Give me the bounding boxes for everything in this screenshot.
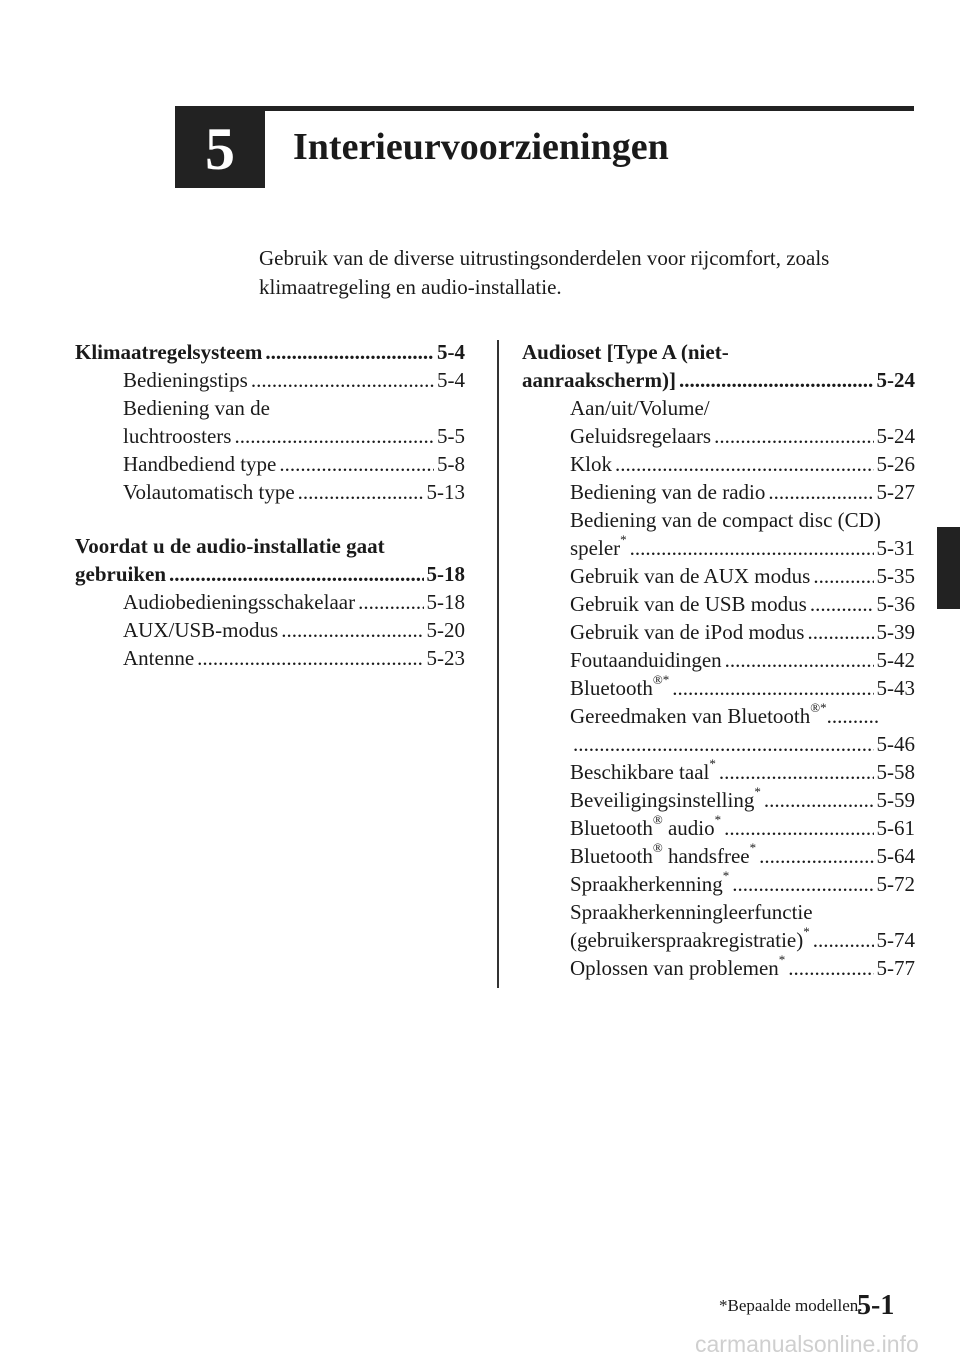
toc-item-text: Bediening van de compact disc (CD) <box>570 508 881 532</box>
toc-item-page: 5-36 <box>876 592 915 616</box>
toc-item-text: Spraakherkenningleerfunctie <box>570 900 813 924</box>
watermark: carmanualsonline.info <box>695 1331 919 1357</box>
toc-item <box>570 814 915 842</box>
toc-item-line <box>570 394 915 422</box>
toc-item-page: 5-35 <box>876 564 915 588</box>
toc-item-page: 5-4 <box>437 368 465 392</box>
toc-leader <box>672 674 873 702</box>
toc-item-superscript: * <box>722 868 730 883</box>
toc-item <box>123 450 465 478</box>
toc-item-label <box>570 926 810 954</box>
toc-item-label <box>570 562 810 590</box>
toc-item-text: Gebruik van de AUX modus <box>570 564 811 588</box>
toc-leader <box>234 422 434 450</box>
chapter-number: 5 <box>205 115 235 182</box>
toc-leader <box>358 588 423 616</box>
toc-item-label <box>570 646 722 674</box>
toc-item-label <box>123 478 295 506</box>
toc-leader <box>813 926 874 954</box>
toc-item-text: Oplossen van problemen <box>570 956 779 980</box>
toc-item-text: Handbediend type <box>123 452 277 476</box>
toc-item-text: audio <box>662 816 715 840</box>
toc-item-page: 5-59 <box>876 788 915 812</box>
toc-section-page: 5-4 <box>437 340 465 364</box>
chapter-number-box <box>175 110 265 188</box>
toc-item-page: 5-8 <box>437 452 465 476</box>
toc-item-superscript: ® <box>652 812 663 827</box>
toc-leader <box>768 478 873 506</box>
toc-leader <box>724 814 873 842</box>
toc-item <box>570 954 915 982</box>
toc-leader <box>719 758 874 786</box>
toc-item-text: Gebruik van de USB modus <box>570 592 807 616</box>
toc-item <box>570 870 915 898</box>
toc-leader <box>764 786 874 814</box>
toc-item <box>570 590 915 618</box>
toc-item-page: 5-77 <box>876 956 915 980</box>
toc-item-page: 5-64 <box>876 844 915 868</box>
toc-item-line <box>570 702 915 730</box>
toc-item <box>570 926 915 954</box>
toc-leader <box>573 730 874 758</box>
toc-item-page: 5-42 <box>876 648 915 672</box>
toc-section-title-line: Voordat u de audio-installatie gaat <box>75 534 385 558</box>
toc-item-text: Klok <box>570 452 612 476</box>
toc-item-text: Antenne <box>123 646 195 670</box>
toc-item <box>570 422 915 450</box>
toc-item-text: Aan/uit/Volume/ <box>570 396 710 420</box>
toc-item <box>570 562 915 590</box>
toc-item-superscript: ®* <box>810 700 827 715</box>
toc-leader <box>630 534 874 562</box>
chapter-intro <box>259 244 909 302</box>
toc-item-page: 5-18 <box>426 590 465 614</box>
toc-section-title <box>75 338 465 366</box>
toc-item <box>123 478 465 506</box>
toc-item-page: 5-61 <box>876 816 915 840</box>
toc-leader-text: .......... <box>826 704 880 728</box>
toc-section-page: 5-18 <box>426 562 465 586</box>
toc-item <box>570 534 915 562</box>
toc-section <box>522 338 915 982</box>
toc-item-line <box>570 506 915 534</box>
toc-item-page: 5-39 <box>876 620 915 644</box>
toc-item-text: luchtroosters <box>123 424 232 448</box>
toc-item-page: 5-20 <box>426 618 465 642</box>
toc-item-text: (gebruikerspraakregistratie) <box>570 928 804 952</box>
toc-item-page: 5-5 <box>437 424 465 448</box>
toc-leader <box>807 618 873 646</box>
toc-item-text: Volautomatisch type <box>123 480 295 504</box>
toc-item-text: Gebruik van de iPod modus <box>570 620 805 644</box>
column-divider <box>497 340 499 988</box>
toc-item-superscript: ® <box>652 840 663 855</box>
toc-item <box>570 478 915 506</box>
toc-section <box>75 338 465 506</box>
toc-section-title <box>522 366 915 394</box>
toc-item-page: 5-74 <box>876 928 915 952</box>
toc-section-title-text: Klimaatregelsysteem <box>75 340 263 364</box>
toc-item-page: 5-31 <box>876 536 915 560</box>
toc-item <box>570 674 915 702</box>
toc-item <box>570 842 915 870</box>
toc-item-page: 5-46 <box>876 732 915 756</box>
toc-item-text: Gereedmaken van Bluetooth <box>570 704 811 728</box>
toc-section-title-text: aanraakscherm)] <box>522 368 676 392</box>
toc-item-page: 5-58 <box>876 760 915 784</box>
toc-item <box>123 588 465 616</box>
toc-item-label <box>123 366 248 394</box>
toc-item-text: Bediening van de radio <box>570 480 766 504</box>
toc-item-text: speler <box>570 536 621 560</box>
toc-item-superscript: * <box>754 784 761 799</box>
toc-item-label <box>570 422 711 450</box>
intro-line: klimaatregeling en audio-installatie. <box>259 275 562 299</box>
toc-item-label <box>570 786 761 814</box>
toc-item-label <box>570 478 765 506</box>
toc-item <box>570 450 915 478</box>
toc-item <box>123 644 465 672</box>
toc-item-label <box>123 422 231 450</box>
page-number: 5-1 <box>857 1290 895 1321</box>
toc-section <box>75 532 465 672</box>
toc-item <box>123 422 465 450</box>
toc-leader <box>251 366 434 394</box>
toc-section-title <box>75 560 465 588</box>
toc-right-column <box>522 338 915 982</box>
toc-item-line <box>123 394 465 422</box>
toc-leader <box>732 870 873 898</box>
toc-item-label <box>570 870 729 898</box>
toc-item-label <box>123 616 278 644</box>
toc-item-label <box>570 758 716 786</box>
toc-item-text: Bluetooth <box>570 816 653 840</box>
toc-item-page: 5-23 <box>426 646 465 670</box>
toc-item-text: Geluidsregelaars <box>570 424 712 448</box>
toc-item-label <box>570 534 627 562</box>
toc-item-label <box>570 674 669 702</box>
toc-section-title-text: gebruiken <box>75 562 167 586</box>
toc-item-text: handsfree <box>662 844 750 868</box>
toc-item-label <box>123 644 194 672</box>
toc-item-label <box>123 588 355 616</box>
toc-item-superscript: * <box>709 756 716 771</box>
toc-leader <box>714 422 873 450</box>
toc-item-page: 5-27 <box>876 480 915 504</box>
toc-item-text: Beveiligingsinstelling <box>570 788 755 812</box>
toc-item-text: Spraakherkenning <box>570 872 723 896</box>
toc-item-label <box>123 450 276 478</box>
toc-item-superscript: * <box>749 840 757 855</box>
toc-item-superscript: * <box>714 812 722 827</box>
toc-leader <box>788 954 873 982</box>
chapter-title: Interieurvoorzieningen <box>293 126 669 168</box>
toc-leader <box>813 562 873 590</box>
toc-leader <box>725 646 874 674</box>
toc-leader <box>810 590 874 618</box>
toc-leader <box>265 338 434 366</box>
toc-item-superscript: * <box>803 924 810 939</box>
toc-item-page: 5-24 <box>876 424 915 448</box>
toc-left-column <box>75 338 465 672</box>
toc-item-text: Foutaanduidingen <box>570 648 722 672</box>
toc-item-text: Bluetooth <box>570 844 653 868</box>
toc-item-superscript: ®* <box>652 672 670 687</box>
toc-item-label <box>570 814 721 842</box>
toc-item <box>123 616 465 644</box>
toc-item-page: 5-72 <box>876 872 915 896</box>
toc-item-text: AUX/USB-modus <box>123 618 279 642</box>
toc-leader <box>679 366 874 394</box>
toc-leader <box>197 644 423 672</box>
toc-item-text: Audiobedieningsschakelaar <box>123 590 356 614</box>
toc-item-line <box>570 898 915 926</box>
toc-section-page: 5-24 <box>876 368 915 392</box>
toc-item <box>570 758 915 786</box>
toc-item-label <box>570 618 804 646</box>
toc-item-text: Bedieningstips <box>123 368 248 392</box>
toc-section-title-line: Audioset [Type A (niet- <box>522 340 729 364</box>
toc-item-text: Beschikbare taal <box>570 760 710 784</box>
toc-item-superscript: * <box>620 532 627 547</box>
toc-item-page: 5-26 <box>876 452 915 476</box>
toc-item-text: Bluetooth <box>570 676 653 700</box>
toc-item <box>570 786 915 814</box>
toc-item <box>570 618 915 646</box>
chapter-side-tab <box>937 527 960 609</box>
toc-leader <box>615 450 874 478</box>
intro-line: Gebruik van de diverse uitrustingsonderdelen voor rijcomfort, zoals <box>259 246 830 270</box>
toc-item-page: 5-43 <box>876 676 915 700</box>
toc-leader <box>281 616 423 644</box>
toc-item-page: 5-13 <box>426 480 465 504</box>
toc-item <box>570 730 915 758</box>
chapter-top-rule <box>175 106 914 111</box>
toc-leader <box>759 842 873 870</box>
toc-item-label <box>570 450 612 478</box>
toc-item-text: Bediening van de <box>123 396 270 420</box>
toc-item-label <box>570 954 785 982</box>
toc-item-superscript: * <box>778 952 786 967</box>
toc-item <box>570 646 915 674</box>
toc-leader <box>298 478 424 506</box>
toc-leader <box>279 450 434 478</box>
toc-item-label <box>570 590 807 618</box>
footnote: *Bepaalde modellen. <box>719 1296 863 1315</box>
toc-item-label <box>570 842 756 870</box>
toc-leader <box>169 560 423 588</box>
toc-item <box>123 366 465 394</box>
